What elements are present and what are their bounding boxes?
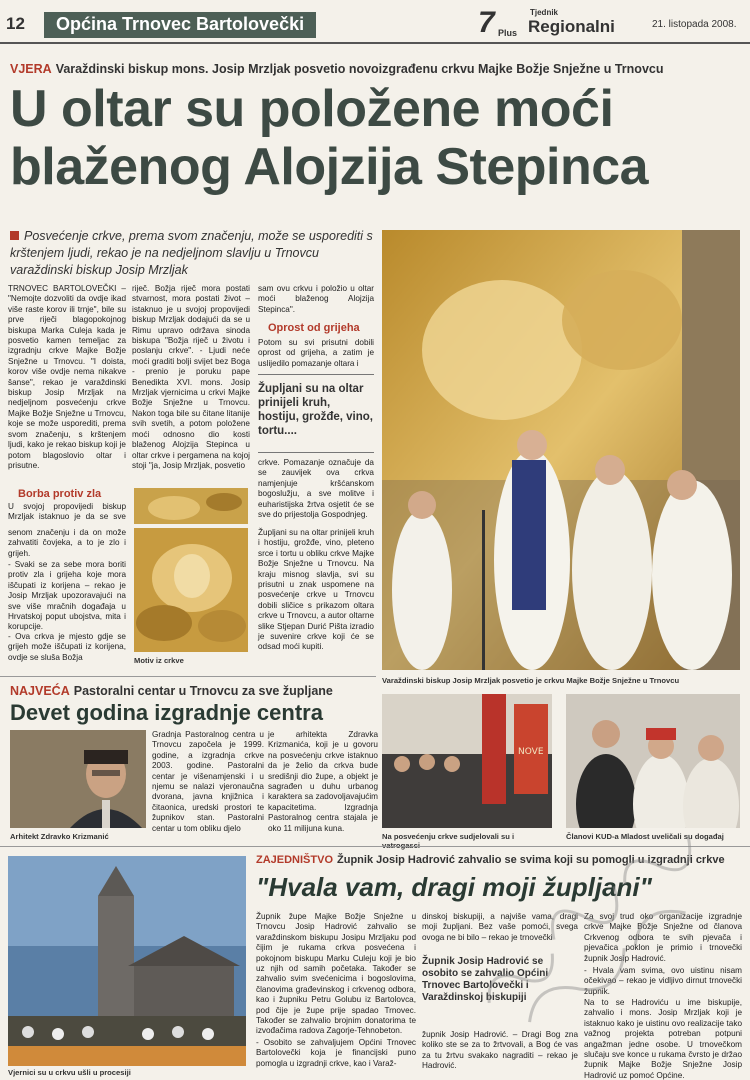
pull-quote-rule-bottom — [258, 452, 374, 453]
main-lead — [10, 228, 376, 279]
kud-caption: Članovi KUD-a Mladost uveličali su događaj — [566, 832, 724, 841]
page-number: 12 — [6, 14, 25, 33]
pub-seven: 7 — [478, 6, 495, 39]
pub-plus: Plus — [498, 28, 518, 38]
pull-quote: Župljani su na oltar prinijeli kruh, hostiju, grožđe, vino, tortu.... — [258, 383, 373, 437]
signature-watermark-art — [420, 720, 750, 1060]
third-col3-text-b: - Hvala vam svima, ovo uistinu nisam očekivao – rekao je vidljivo dirnut trnovečki župnik. — [584, 966, 742, 996]
main-kicker — [10, 62, 740, 76]
main-col1-text-b: U svojoj propovijedi biskup Mrzljak istaknuo je da se sve — [8, 502, 126, 522]
main-col3-text: sam ovu crkvu i položio u oltar moći blaženog Alojzija Stepinca". — [258, 284, 374, 314]
pub-name: Regionalni — [528, 17, 615, 36]
second-kicker-text: Pastoralni centar u Trnovcu za sve župljane — [73, 684, 333, 698]
banner-text: NOVE — [518, 747, 544, 757]
main-col1-text-e: - Ova crkva je mjesto gdje se grijeh može iščupati iz korijena, ovdje se sluša Božja — [8, 632, 126, 662]
pub-tjednik: Tjednik — [530, 8, 559, 17]
procession-image — [8, 856, 246, 1066]
main-col2-text: riječ. Božja riječ mora postati stvarnost, mora postati život – istaknuo je u svojoj propovijedi biskup Mrzljak dodajući da se u Rimu upravo održava sinoda biskupa "Božja riječ u životu i poslanju crkve". - Ljudi neće moći graditi bolji svijet bez Boga - prenio je poruku pape Benedikta XVI. mons. Josip Mrzljak vjernicima u crkvi Majke Božje Snježne u Trnovcu. Nakon toga bile su čitane litanije svih svetih, a potom položene moći odnosno dio kosti blaženog Alojzija Stepinca u oltar crkve i pergamena na kojoj stoji "ja, Josip Mrzljak, posvetio — [132, 284, 250, 470]
caption-motif: Motiv iz crkve — [134, 656, 184, 665]
main-photo-caption: Varaždinski biskup Josip Mrzljak posvetio je crkvu Majke Božje Snježne u Trnovcu — [382, 676, 680, 685]
issue-date: 21. listopada 2008. — [652, 19, 737, 30]
second-kicker — [10, 684, 380, 698]
second-kicker-label: NAJVEĆA — [10, 684, 70, 698]
altar-motif-image — [134, 528, 248, 652]
lead-marker — [10, 231, 19, 240]
architect-image — [10, 730, 146, 828]
third-col2-text: dinskoj biskupiji, a najviše vama, dragi moji župljani. Bez vaše pomoći, svega ovoga ne bi bilo – rekao je trnovečki — [422, 912, 578, 942]
main-col1-text-d: - Svaki se za sebe mora boriti protiv zla i grijeha koje mora iščupati iz korijena – rekao je Josip Mrzljak upozoravajući na sve više mračnih događaja u Hrvatskoj poput ubojstva, mita i korupcije. — [8, 560, 126, 632]
lead-text: Posvećenje crkve, prema svom značenju, može se usporediti s krštenjem ljudi, rekao je na nedjeljnom slavlju u Trnovcu varaždinski biskup Josip Mrzljak — [10, 229, 373, 277]
publication-logo — [478, 6, 648, 40]
ceremony-image — [382, 230, 740, 670]
altar-motif-photo — [134, 528, 248, 652]
third-col3-text-c: Na to se Hadroviću u ime biskupije, zahvalio i mons. Josip Mrzljak koji je istaknuo kako je uistinu ovo realizacije tako važnog projekta potreban potpuni angažman jedne osobe. U trnovečkom slučaju sve konce u rukama čvrsto je držao župnik Majke Božje Snježne Josip Hadrović uz pomoć Općine. — [584, 998, 742, 1080]
second-col1-text: Gradnja Pastoralnog centra u Trnovcu započela je 1999. godine, a izgradnja crkve 2003. godine. Pastoralni centar je višenamjenski i u njemu se nalazi vjeronaučna dvorana, javna knjižnica i čitaonica, uredski prostori te župnikov stan. Pastoralni centar u tom obliku djelo — [152, 730, 264, 833]
altar-detail-image-top — [134, 488, 248, 524]
third-headline: "Hvala vam, dragi moji župljani" — [256, 872, 652, 902]
third-col3-text: Za svoj trud oko organizacije izgradnje crkve Majke Božje Snježne od članova Crkvenog odbora te svih pjevača i pjevačica poklon je primio i trnovečki župnik Josip Hadrović. — [584, 912, 742, 963]
main-col3-text-c: crkve. Pomazanje označuje da se zauvijek ova crkva namjenjuje kršćanskom bogoslužju, a sve molitve i euharistijska žrtva osjetit će se sve do prijestolja Gospodnjeg. — [258, 458, 374, 520]
architect-photo — [10, 730, 146, 828]
third-kicker-text: Župnik Josip Hadrović zahvalio se svima koji su pomogli u izgradnji crkve — [337, 854, 725, 866]
altar-detail-photo-top — [134, 488, 248, 524]
third-col2-text-b: župnik Josip Hadrović. – Dragi Bog zna koliko ste se za to žrtvovali, a Bog će vas za tu žrtvu svakako nagraditi – rekao je Hadrović. — [422, 1030, 578, 1071]
main-headline: U oltar su položene moći blaženog Alojzija Stepinca — [10, 80, 649, 196]
main-col3-text-d: Župljani su na oltar prinijeli kruh i hostiju, grožđe, vino, pleteno srce i tortu u obliku crkve Majke Božje Snježne u Trnovcu. Na kraju misnog slavlja, svi su prisutni u znak uspomene na posvećenje crkve u Trnovcu dobili sličice s prikazom oltara crkve u Trnovcu, a autor oltarne slike Stjepan Durić Pišta izradio je suvenire crkve koji će se odsad moći kupiti. — [258, 528, 374, 652]
subhead-borba: Borba protiv zla — [18, 488, 102, 500]
main-ceremony-photo — [382, 230, 740, 670]
procession-photo — [8, 856, 246, 1066]
third-col1-text: Župnik župe Majke Božje Snježne u Trnovcu Josip Hadrović zahvalio se varaždinskom biskupu Josipu Mrzljaku pod čijim je rukama crkva posvećena i pokojnom biskupu Marku Culeju koji je bio uz njih od samih početaka. Također se zahvalio svim svećenicima i bogoslovima, članovima građevinskog i crkvenog odbora, kao i župniku Petru Golubu iz Bartolovca, pod čije je župe prije spadao Trnovec. Također se zahvalio brojnim donatorima te izvođačima radova Zagorje-Tehnobeton. — [256, 912, 416, 1036]
third-col1-text-b: - Osobito se zahvaljujem Općini Trnovec Bartolovečki koja je financijski puno pomogla u izgradnji crkve, kao i Varaž- — [256, 1038, 416, 1068]
third-kicker-label: ZAJEDNIŠTVO — [256, 854, 334, 866]
pull-quote-rule-top — [258, 374, 374, 375]
second-headline: Devet godina izgradnje centra — [10, 700, 323, 725]
main-col3-text-b: Potom su svi prisutni dobili oprost od grijeha, a zatim je uslijedilo pomazanje oltara i — [258, 338, 374, 368]
main-kicker-text: Varaždinski biskup mons. Josip Mrzljak posvetio novoizgrađenu crkvu Majke Božje Snježne u Trnovcu — [55, 62, 664, 76]
second-col2-text: je arhitekta Zdravka Krizmanića, koji je u govoru na posvećenju crkve istaknuo da je želio da crkva bude središnji dio župe, a objekt je sagrađen u duhu urbanog karaktera sa zadovoljavajućim kapacitetima. Izgradnja Pastoralnog centra stajala je oko 11 milijuna kuna. — [268, 730, 378, 833]
main-kicker-label: VJERA — [10, 62, 52, 76]
main-col1-text: TRNOVEC BARTOLOVEČKI – "Nemojte dozvoliti da ovdje ikad više raste korov ili trnje", bile su prve riječi blagopokojnog biskupa Marka Culeja kada je posvetio kamen temeljac za izgradnju crkve Majke Božje Snježne u Trnovcu. "I doista, korov više ovdje nema nikakve šanse", rekao je varaždinski biskup Josip Mrzljak na nedjeljnom posvećenju crkve Majke Božje Snježne u Trnovcu, koje se može usporediti, prema svom značenju, s krštenjem ljudi, kako je rekao biskup koji je potom blagoslovio oltar i prisutne. — [8, 284, 126, 470]
subhead-oprost: Oprost od grijeha — [268, 322, 360, 334]
firemen-caption: Na posvećenju crkve sudjelovali su i — [382, 832, 515, 841]
procession-caption: Vjernici su u crkvu ušli u procesiji — [8, 1068, 131, 1077]
main-col1-text-c: senom značenju i da on može zahvatiti čovjeka, a to je zlo i grijeh. — [8, 528, 126, 558]
architect-caption: Arhitekt Zdravko Krizmanić — [10, 832, 109, 841]
third-highlight-box: Župnik Josip Hadrović se osobito se zahvalio Općini Trnovec Bartolovečki i Varaždinskoj biskupiji — [422, 956, 549, 1003]
divider-1 — [0, 676, 376, 677]
section-title: Općina Trnovec Bartolovečki — [44, 12, 316, 38]
